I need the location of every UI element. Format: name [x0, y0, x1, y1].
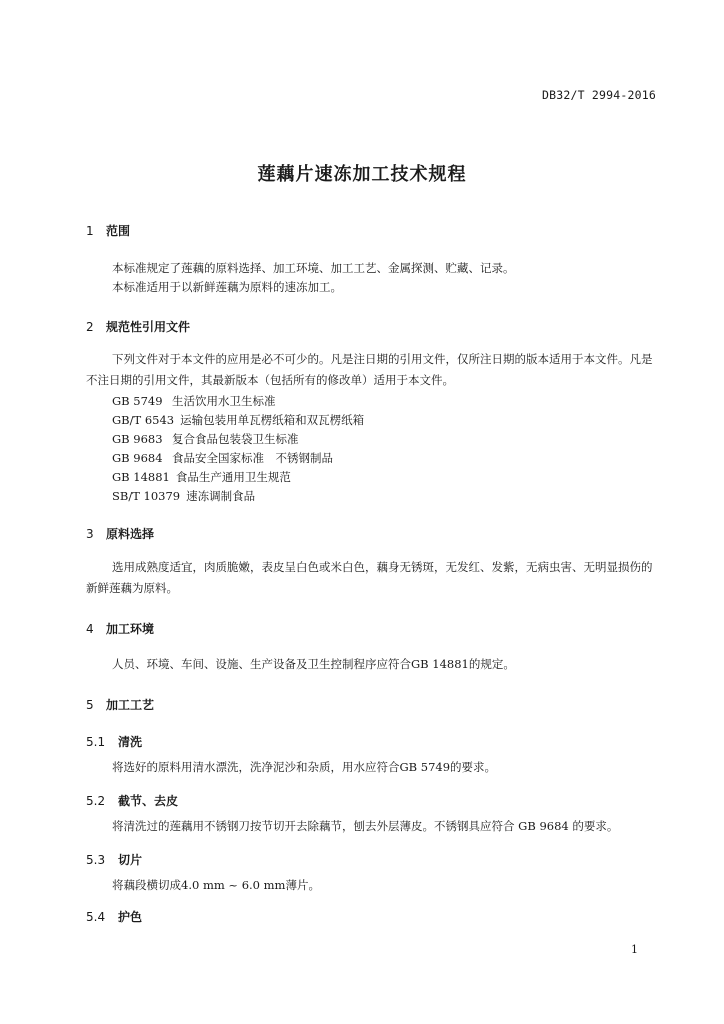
section-number: 2 [86, 320, 94, 334]
section-2-heading [86, 318, 190, 335]
section-1-heading [86, 222, 130, 239]
reference-code: GB 5749 [112, 394, 163, 408]
section-title: 加工环境 [106, 622, 155, 636]
subsection-5-2-heading [86, 792, 178, 809]
reference-item [112, 393, 276, 409]
section-number: 3 [86, 527, 94, 541]
subsection-5-4-heading [86, 908, 142, 925]
subsection-number: 5.2 [86, 794, 106, 808]
slicing-text: 将藕段横切成4.0 mm ~ 6.0 mm薄片。 [112, 878, 320, 892]
section-number: 4 [86, 622, 94, 636]
reference-code: GB 9683 [112, 432, 163, 446]
page-number: 1 [631, 943, 638, 956]
section-title: 规范性引用文件 [106, 320, 191, 334]
reference-item [112, 431, 299, 447]
section-4-heading [86, 620, 154, 637]
reference-code: GB 14881 [112, 470, 170, 484]
reference-name: 运输包装用单瓦楞纸箱和双瓦楞纸箱 [180, 413, 365, 427]
subsection-title: 清洗 [118, 735, 143, 749]
scope-paragraph-1: 本标准规定了莲藕的原料选择、加工环境、加工工艺、金属探测、贮藏、记录。 [112, 261, 515, 275]
standard-code: DB32/T 2994-2016 [542, 88, 656, 102]
cutting-peeling-text: 将清洗过的莲藕用不锈钢刀按节切开去除藕节，刨去外层薄皮。不锈钢具应符合 GB 9684 的要求。 [112, 819, 619, 833]
material-selection-text: 选用成熟度适宜，肉质脆嫩，表皮呈白色或米白色，藕身无锈斑，无发红、发紫，无病虫害、无明显损伤的新鲜莲藕为原料。 [86, 560, 653, 595]
reference-name: 生活饮用水卫生标准 [172, 394, 276, 408]
reference-name: 速冻调制食品 [186, 489, 256, 503]
section-5-heading [86, 696, 154, 713]
subsection-title: 切片 [118, 853, 143, 867]
section-title: 范围 [106, 224, 131, 238]
reference-item [112, 469, 291, 485]
reference-name: 食品安全国家标准 不锈钢制品 [172, 451, 333, 465]
scope-paragraph-2: 本标准适用于以新鲜莲藕为原料的速冻加工。 [112, 280, 342, 294]
section-title: 加工工艺 [106, 698, 155, 712]
subsection-title: 截节、去皮 [118, 794, 179, 808]
subsection-5-3-heading [86, 851, 142, 868]
reference-item [112, 450, 333, 466]
section-number: 1 [86, 224, 94, 238]
document-title: 莲藕片速冻加工技术规程 [257, 164, 467, 185]
processing-environment-text: 人员、环境、车间、设施、生产设备及卫生控制程序应符合GB 14881的规定。 [112, 657, 515, 671]
subsection-number: 5.4 [86, 910, 106, 924]
subsection-number: 5.3 [86, 853, 106, 867]
section-title: 原料选择 [106, 527, 155, 541]
subsection-5-1-heading [86, 733, 142, 750]
reference-code: SB/T 10379 [112, 489, 181, 503]
references-intro: 下列文件对于本文件的应用是必不可少的。凡是注日期的引用文件，仅所注日期的版本适用于本文件。凡是不注日期的引用文件，其最新版本（包括所有的修改单）适用于本文件。 [86, 352, 653, 387]
reference-item [112, 412, 364, 428]
section-3-heading [86, 525, 154, 542]
subsection-number: 5.1 [86, 735, 106, 749]
washing-text: 将选好的原料用清水漂洗，洗净泥沙和杂质，用水应符合GB 5749的要求。 [112, 760, 497, 774]
section-number: 5 [86, 698, 94, 712]
reference-name: 食品生产通用卫生规范 [175, 470, 291, 484]
reference-item [112, 488, 255, 504]
reference-code: GB/T 6543 [112, 413, 175, 427]
subsection-title: 护色 [118, 910, 143, 924]
reference-code: GB 9684 [112, 451, 163, 465]
reference-name: 复合食品包装袋卫生标准 [172, 432, 299, 446]
